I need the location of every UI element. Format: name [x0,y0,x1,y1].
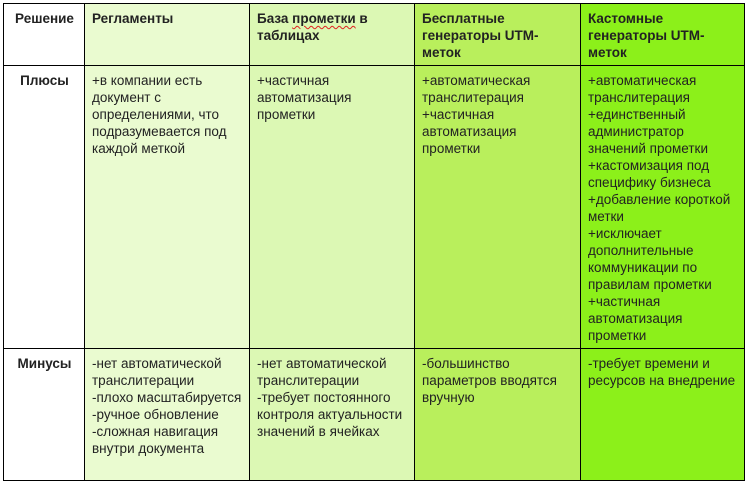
table-cell[interactable]: -большинство параметров вводятся вручную [415,349,581,481]
table-cell[interactable]: +автоматическая транслитерация +частичная автоматизация прометки [415,66,581,349]
header-text-part: База [257,11,293,26]
row-label-pros[interactable]: Плюсы [4,66,85,349]
spellcheck-word: прометки [292,11,356,26]
row-label-cons[interactable]: Минусы [4,349,85,481]
table-header-row [4,4,745,66]
table-cell[interactable]: +автоматическая транслитерация +единственный администратор значений прометки +кастомизация под специфику бизнеса +добавление короткой метки +исключает дополнительные коммуникации по правилам прометки +частичная автоматизация прометки [581,66,745,349]
table-cell[interactable]: -требует времени и ресурсов на внедрение [581,349,745,481]
header-cell-solution[interactable]: Решение [4,4,85,66]
header-cell-markup-base[interactable] [250,4,415,66]
table-row-pros [4,66,745,349]
header-cell-free-generators[interactable]: Бесплатные генераторы UTM-меток [415,4,581,66]
header-cell-custom-generators[interactable]: Кастомные генераторы UTM-меток [581,4,745,66]
comparison-table [3,3,745,481]
header-cell-regulations[interactable]: Регламенты [85,4,250,66]
table-cell[interactable]: -нет автоматической транслитерации -плохо масштабируется -ручное обновление -сложная навигация внутри документа [85,349,250,481]
table-cell[interactable]: +в компании есть документ с определениями, что подразумевается под каждой меткой [85,66,250,349]
table-cell[interactable]: +частичная автоматизация прометки [250,66,415,349]
header-text-part: в таблицах [257,11,368,43]
table-row-cons [4,349,745,481]
table-cell[interactable]: -нет автоматической транслитерации -требует постоянного контроля актуальности значений в ячейках [250,349,415,481]
